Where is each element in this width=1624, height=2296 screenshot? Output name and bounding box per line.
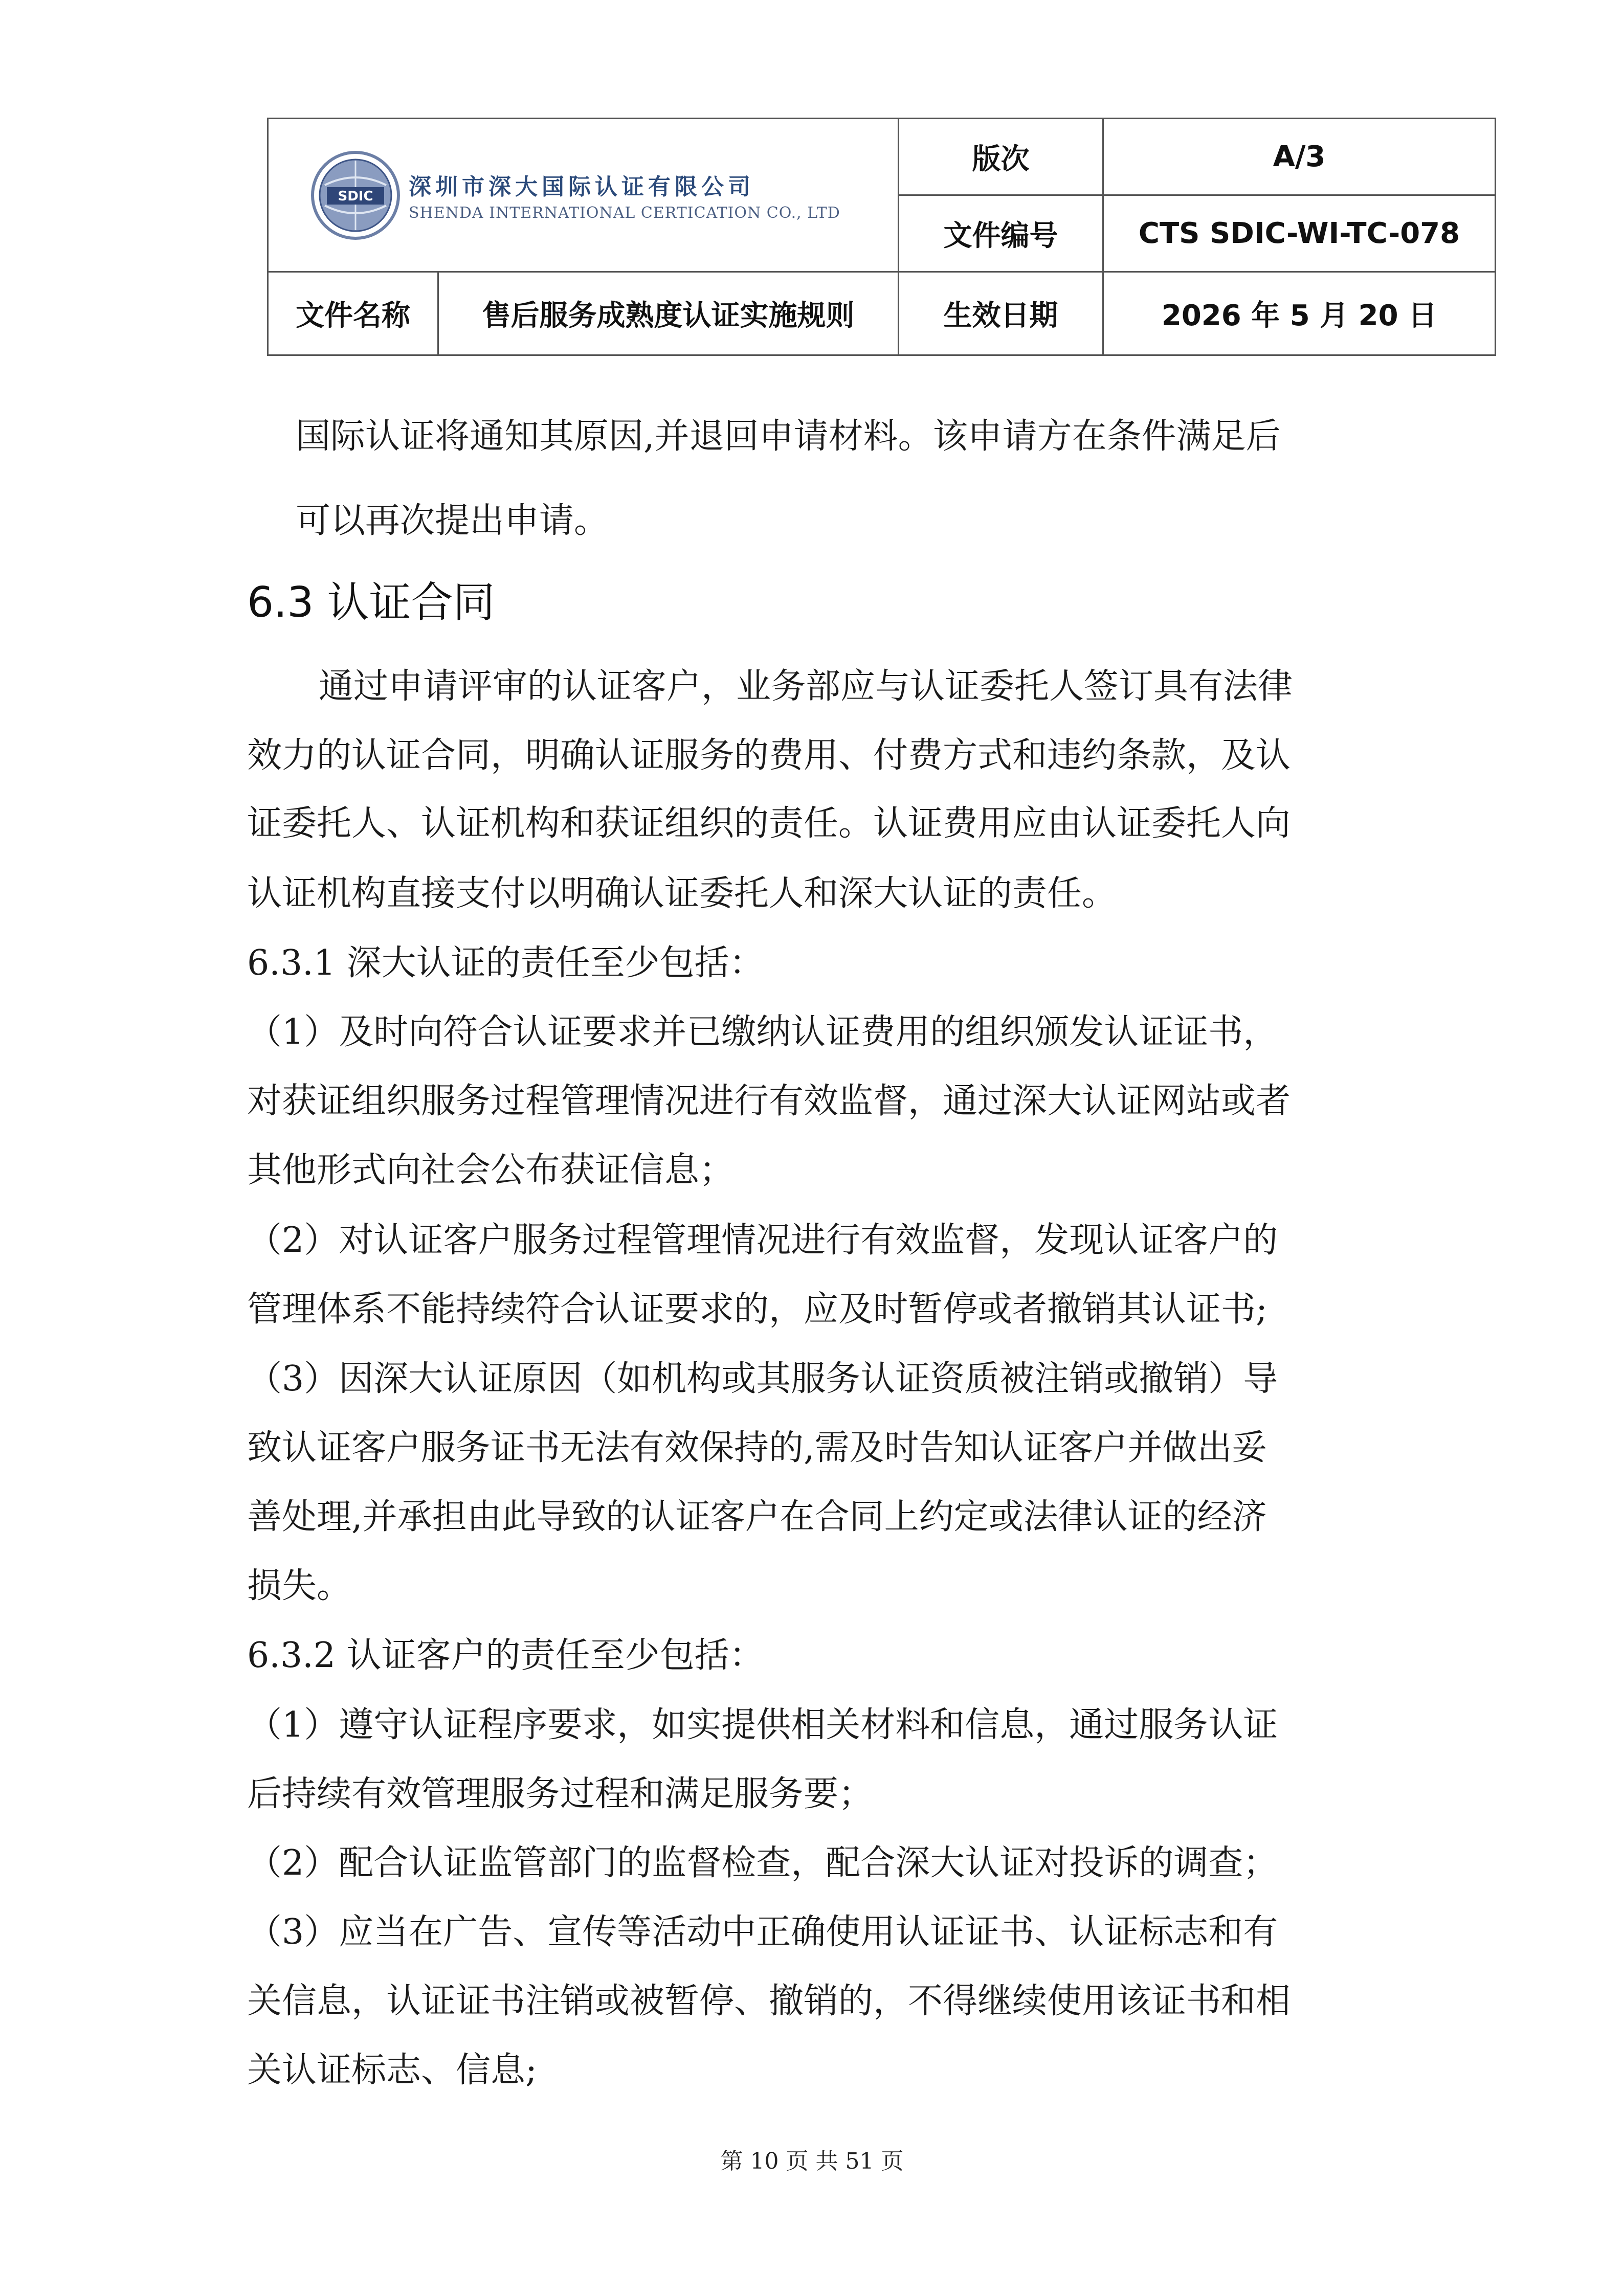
list-item-line: 关认证标志、信息; [247,2050,537,2090]
list-item-line: （2）对认证客户服务过程管理情况进行有效监督，发现认证客户的 [247,1220,1278,1260]
list-item-line: （3）应当在广告、宣传等活动中正确使用认证证书、认证标志和有 [247,1912,1278,1952]
list-item-line: 管理体系不能持续符合认证要求的，应及时暂停或者撤销其认证书; [247,1289,1267,1330]
document-header-table [267,118,1496,356]
list-item-line: 损失。 [247,1566,352,1606]
sdic-logo-icon [309,149,402,241]
list-item-line: 关信息，认证证书注销或被暂停、撤销的，不得继续使用该证书和相 [247,1981,1291,2021]
doc-name-label: 文件名称 [268,272,438,355]
paragraph-line: 认证机构直接支付以明确认证委托人和深大认证的责任。 [247,873,1117,914]
doc-number-label: 文件编号 [899,195,1103,272]
effective-date-value: 2026 年 5 月 20 日 [1103,272,1496,355]
list-item-line: （1）及时向符合认证要求并已缴纳认证费用的组织颁发认证证书， [247,1012,1278,1052]
paragraph-line: 效力的认证合同，明确认证服务的费用、付费方式和违约条款，及认 [247,735,1291,776]
subsection-heading-6-3-2: 6.3.2 认证客户的责任至少包括： [247,1635,764,1676]
section-heading-6-3: 6.3 认证合同 [247,578,495,627]
list-item-line: 善处理,并承担由此导致的认证客户在合同上约定或法律认证的经济 [247,1497,1267,1537]
company-name-en: SHENDA INTERNATIONAL CERTICATION CO., LTD [409,204,840,222]
effective-date-label: 生效日期 [899,272,1103,355]
body-line: 国际认证将通知其原因,并退回申请材料。该申请方在条件满足后 [296,416,1281,457]
company-logo-cell [268,119,899,272]
paragraph-line: 通过申请评审的认证客户，业务部应与认证委托人签订具有法律 [319,666,1293,707]
version-value: A/3 [1103,119,1496,195]
company-name-cn: 深圳市深大国际认证有限公司 [409,174,754,200]
version-label: 版次 [899,119,1103,195]
doc-number-value: CTS SDIC-WI-TC-078 [1103,195,1496,272]
paragraph-line: 证委托人、认证机构和获证组织的责任。认证费用应由认证委托人向 [247,803,1291,844]
list-item-line: 后持续有效管理服务过程和满足服务要； [247,1774,874,1814]
page-number-footer: 第 10 页 共 51 页 [720,2148,904,2174]
doc-name-value: 售后服务成熟度认证实施规则 [438,272,899,355]
list-item-line: （1）遵守认证程序要求，如实提供相关材料和信息，通过服务认证 [247,1705,1278,1745]
body-line: 可以再次提出申请。 [296,501,609,541]
list-item-line: 致认证客户服务证书无法有效保持的,需及时告知认证客户并做出妥 [247,1428,1267,1468]
logo-text: SDIC [338,188,373,204]
list-item-line: （2）配合认证监管部门的监督检查，配合深大认证对投诉的调查； [247,1843,1278,1883]
list-item-line: 对获证组织服务过程管理情况进行有效监督，通过深大认证网站或者 [247,1081,1291,1121]
list-item-line: 其他形式向社会公布获证信息； [247,1150,735,1190]
list-item-line: （3）因深大认证原因（如机构或其服务认证资质被注销或撤销）导 [247,1359,1278,1399]
subsection-heading-6-3-1: 6.3.1 深大认证的责任至少包括： [247,943,764,983]
